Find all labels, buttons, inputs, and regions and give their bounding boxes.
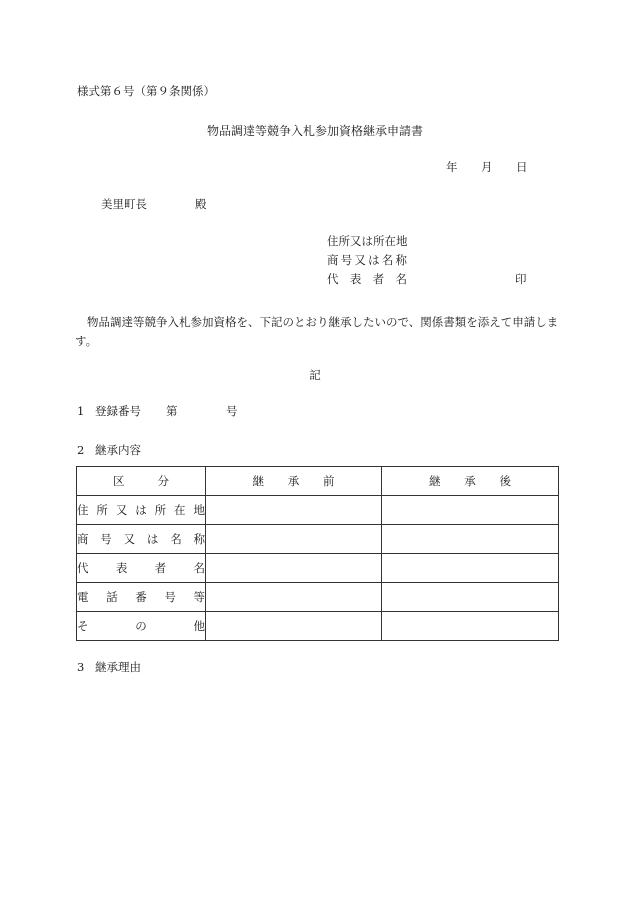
row-label-phone: 電 話 番 号 等 — [77, 583, 206, 612]
item3-number: 3 — [77, 660, 85, 674]
addressee-name: 美里町長 — [101, 197, 147, 211]
document-title: 物品調達等競争入札参加資格継承申請書 — [206, 124, 423, 138]
table-row — [77, 612, 559, 641]
form-number: 様式第６号（第９条関係） — [77, 84, 215, 98]
registration-prefix: 第 — [166, 404, 178, 418]
header-before: 継 承 前 — [206, 467, 382, 496]
item2-number: 2 — [77, 443, 85, 457]
cell-before-address[interactable] — [206, 496, 382, 525]
table-row — [77, 496, 559, 525]
date-day-label: 日 — [516, 160, 528, 174]
header-after: 継 承 後 — [382, 467, 559, 496]
applicant-address-label: 住 所 又 は 所 在 地 — [327, 234, 408, 248]
date-year-label: 年 — [446, 160, 458, 174]
row-label-representative: 代 表 者 名 — [77, 554, 206, 583]
seal-mark: 印 — [515, 272, 527, 286]
body-paragraph: 物品調達等競争入札参加資格を、下記のとおり継承したいので、関係書類を添えて申請します。 — [75, 315, 559, 348]
row-label-name: 商 号 又 は 名 称 — [77, 525, 206, 554]
cell-after-representative[interactable] — [382, 554, 559, 583]
cell-before-other[interactable] — [206, 612, 382, 641]
date-month-label: 月 — [481, 160, 493, 174]
cell-after-address[interactable] — [382, 496, 559, 525]
table-row — [77, 525, 559, 554]
table-header-row — [77, 467, 559, 496]
cell-after-phone[interactable] — [382, 583, 559, 612]
item2-label: 継承内容 — [95, 443, 141, 457]
cell-after-name[interactable] — [382, 525, 559, 554]
note-heading: 記 — [309, 368, 321, 382]
applicant-name-label: 商 号 又 は 名 称 — [327, 253, 407, 267]
table-row — [77, 554, 559, 583]
addressee-honorific: 殿 — [195, 197, 207, 211]
item1-number: 1 — [77, 404, 85, 418]
row-label-other: そ の 他 — [77, 612, 206, 641]
item3-label: 継承理由 — [95, 660, 141, 674]
cell-before-phone[interactable] — [206, 583, 382, 612]
header-category: 区 分 — [77, 467, 206, 496]
cell-after-other[interactable] — [382, 612, 559, 641]
succession-table — [76, 466, 559, 641]
cell-before-representative[interactable] — [206, 554, 382, 583]
cell-before-name[interactable] — [206, 525, 382, 554]
item1-label: 登録番号 — [95, 404, 141, 418]
applicant-representative-label: 代 表 者 名 — [327, 272, 407, 286]
registration-suffix: 号 — [226, 404, 238, 418]
row-label-address: 住 所 又 は 所 在 地 — [77, 496, 206, 525]
table-row — [77, 583, 559, 612]
